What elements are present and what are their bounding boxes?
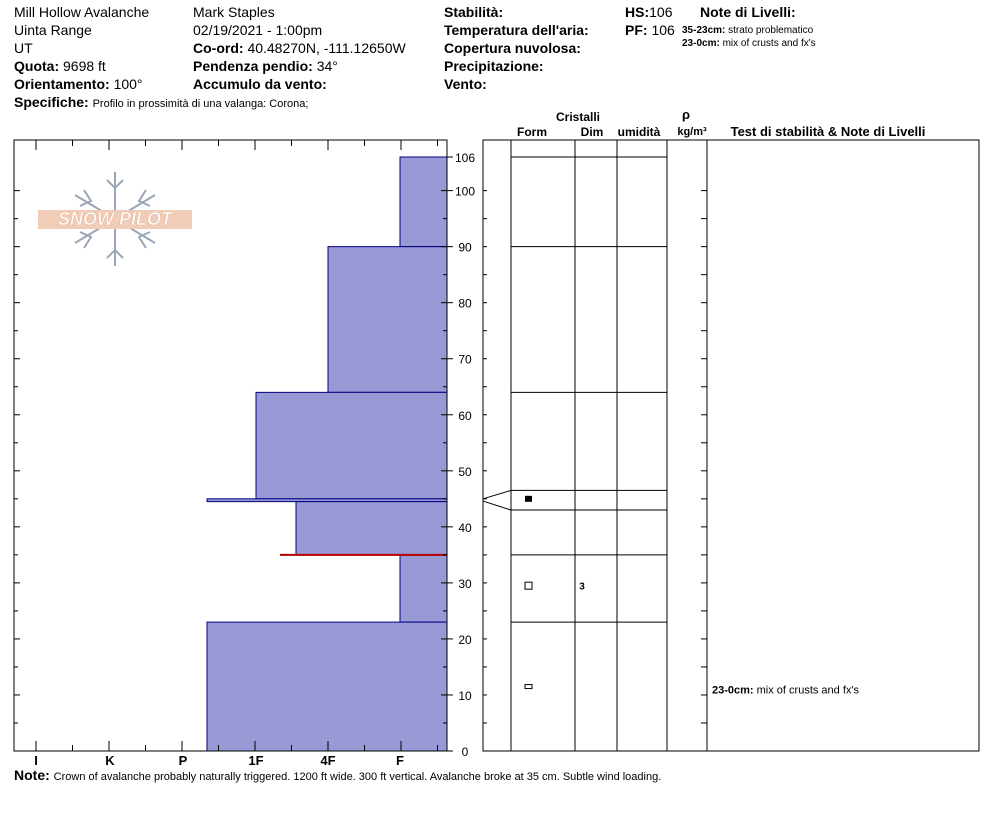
range-name: Uinta Range [14,22,92,38]
depth-tick-label: 90 [458,240,472,255]
crystals-header: Cristalli [555,110,601,124]
observation-datetime: 02/19/2021 - 1:00pm [193,22,323,38]
location-name: Mill Hollow Avalanche [14,4,150,20]
wind-loading-label: Accumulo da vento: [193,76,327,92]
elevation-label: Quota: [14,58,60,74]
layer-note-2-range: 23-0cm: [682,38,720,49]
layer-notes-title: Note di Livelli: [700,4,796,20]
crystal-form-solid-square-icon [525,496,532,502]
depth-tick-label: 80 [458,296,472,311]
pf-value: 106 [651,22,675,38]
crystal-form-open-square-icon [525,582,532,589]
depth-tick-label: 40 [458,520,472,535]
crystal-dim-label: 3 [579,581,585,593]
hardness-tick-label: K [105,753,115,768]
stability-label: Stabilità: [444,4,504,20]
layer-note-2-text: mix of crusts and fx's [722,38,816,49]
elevation-value: 9698 ft [63,58,106,74]
depth-tick-label: 60 [458,408,472,423]
slope-label: Pendenza pendio: [193,58,313,74]
density-unit-header: kg/m³ [677,126,707,138]
aspect-label: Orientamento: [14,76,110,92]
hardness-tick-label: 1F [248,753,264,768]
specifics-value: Profilo in prossimità di una valanga: Corona; [92,98,309,110]
depth-tick-label: 106 [454,151,476,165]
specifics-label: Specifiche: [14,94,89,110]
depth-tick-label: 0 [461,745,469,759]
crystal-form-small-rect-icon [525,685,532,689]
hs-value: 106 [649,4,673,20]
hardness-tick-label: F [396,753,404,768]
state-name: UT [14,40,33,56]
moisture-header: umidità [617,125,661,139]
depth-tick-label: 100 [454,184,476,199]
rho-header: ρ [681,107,691,122]
note-text: Crown of avalanche probably naturally triggered. 1200 ft wide. 300 ft vertical. Avalanche broke at 35 cm. Subtle wind loading. [53,771,662,783]
dim-header: Dim [580,125,604,139]
logo-text: SNOW PILOT [58,209,172,229]
stability-annotation [712,684,859,696]
layer-connector-line [483,490,511,498]
precipitation-label: Precipitazione: [444,58,544,74]
stability-annotation-range: 23-0cm: [712,684,757,697]
layer-connector-line [483,501,511,510]
hardness-tick-label: 4F [320,753,336,768]
footer-note [14,767,661,785]
hardness-layer-bar [296,502,447,555]
form-header: Form [517,125,547,139]
stability-annotation-text: mix of crusts and fx's [756,684,859,697]
depth-tick-label: 30 [458,576,472,591]
hardness-layer-bar [256,392,447,498]
depth-tick-label: 50 [458,464,472,479]
hardness-layer-bar [207,622,447,751]
crystal-grid-frame [483,140,979,751]
stability-notes-header: Test di stabilità & Note di Livelli [730,124,926,139]
air-temp-label: Temperatura dell'aria: [444,22,589,38]
coord-value: 40.48270N, -111.12650W [247,40,406,56]
pf-label: PF: [625,22,648,38]
cloud-cover-label: Copertura nuvolosa: [444,40,581,56]
wind-label: Vento: [444,76,487,92]
depth-tick-label: 70 [458,352,472,367]
hardness-tick-label: P [178,753,188,768]
hs-label: HS: [625,4,650,20]
layer-note-1-range: 35-23cm: [682,25,726,36]
hardness-layer-bar [400,157,447,247]
coord-label: Co-ord: [193,40,244,56]
observer-name: Mark Staples [193,4,275,20]
hardness-layer-bar [400,555,447,622]
note-label: Note: [14,767,50,783]
layer-note-1-text: strato problematico [728,25,814,36]
hardness-layer-bar [328,247,447,393]
slope-value: 34° [316,58,338,74]
depth-tick-label: 10 [458,688,472,703]
aspect-value: 100° [113,76,143,92]
hardness-tick-label: I [34,753,38,768]
depth-tick-label: 20 [458,632,472,647]
